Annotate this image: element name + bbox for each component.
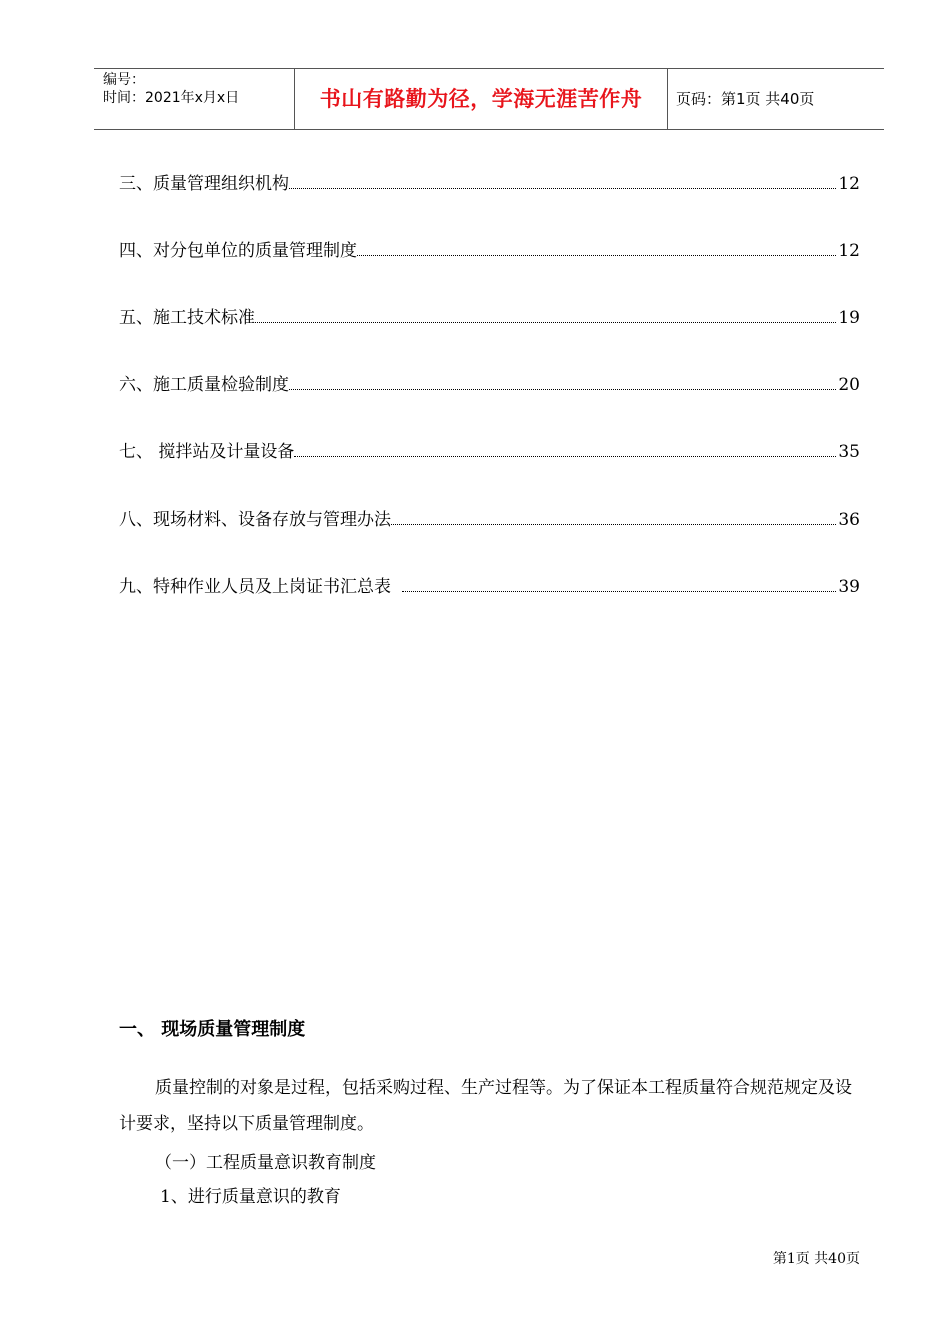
toc-entry-label: 四、对分包单位的质量管理制度 [119,241,357,261]
toc-entry-label: 八、现场材料、设备存放与管理办法 [119,510,391,530]
toc-dot-leader [289,388,836,390]
toc-dot-leader [294,455,836,457]
doc-time-label: 时间：2021年x月x日 [103,90,240,106]
toc-entry[interactable] [119,158,860,194]
subsection-heading: （一）工程质量意识教育制度 [155,1153,376,1173]
toc-entry[interactable] [119,225,860,261]
toc-entry-label: 三、质量管理组织机构 [119,174,289,194]
toc-entry[interactable] [119,292,860,328]
toc-entry-page: 12 [838,174,860,194]
list-item: 1、进行质量意识的教育 [160,1187,341,1207]
page-footer-number: 第1页 共40页 [772,1251,860,1267]
toc-dot-leader [289,187,836,189]
header-page-number: 页码：第1页 共40页 [676,90,815,108]
toc-entry-page: 19 [838,308,860,328]
toc-entry-page: 39 [838,577,860,597]
toc-entry[interactable] [119,561,860,597]
toc-entry-label: 五、施工技术标准 [119,308,255,328]
toc-dot-leader [357,254,836,256]
toc-dot-leader [402,590,837,592]
toc-entry[interactable] [119,494,860,530]
toc-entry[interactable] [119,359,860,395]
toc-entry-page: 20 [838,375,860,395]
header-left-cell [94,69,295,129]
header-middle-cell [295,69,668,129]
toc-entry-label: 七、 搅拌站及计量设备 [119,442,295,462]
toc-dot-leader [255,321,836,323]
toc-dot-leader [391,523,836,525]
page-header [94,68,884,130]
header-motto: 书山有路勤为径，学海无涯苦作舟 [319,87,643,111]
section-heading: 一、 现场质量管理制度 [119,1019,306,1040]
toc-entry-label: 九、特种作业人员及上岗证书汇总表 [119,577,402,597]
body-paragraph: 质量控制的对象是过程，包括采购过程、生产过程等。为了保证本工程质量符合规范规定及设计要求，坚持以下质量管理制度。 [119,1078,852,1134]
toc-entry-label: 六、施工质量检验制度 [119,375,289,395]
toc-entry[interactable] [119,426,860,462]
toc-entry-page: 36 [838,510,860,530]
toc-entry-page: 35 [838,442,860,462]
header-right-cell [668,69,884,129]
doc-id-label: 编号： [103,72,145,88]
toc-entry-page: 12 [838,241,860,261]
